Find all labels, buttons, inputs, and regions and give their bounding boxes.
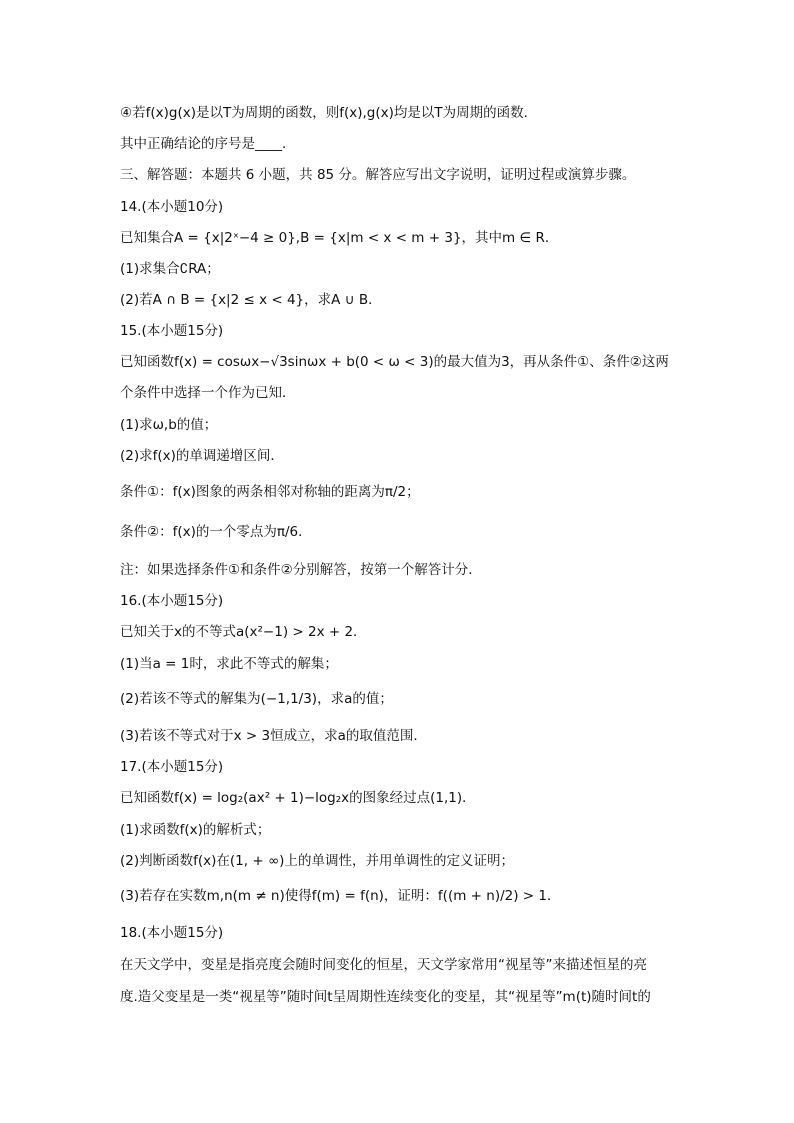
item-4-statement: ④若f(x)g(x)是以T为周期的函数，则f(x),g(x)均是以T为周期的函数． xyxy=(120,105,538,121)
problem-17-part-1: (1)求函数f(x)的解析式； xyxy=(120,822,271,838)
section-three-heading: 三、解答题：本题共 6 小题，共 85 分。解答应写出文字说明，证明过程或演算步骤。 xyxy=(120,167,636,183)
problem-14-stem: 已知集合A = {x|2ˣ−4 ≥ 0},B = {x|m < x < m + 3}，其中m ∈ R． xyxy=(120,230,559,246)
fill-blank-prompt: 其中正确结论的序号是____． xyxy=(120,136,296,152)
problem-16-part-2: (2)若该不等式的解集为(−1,1/3)，求a的值； xyxy=(120,691,393,707)
problem-17-header: 17.(本小题15分) xyxy=(120,759,224,775)
problem-15-stem-line-1: 已知函数f(x) = cosωx−√3sinωx + b(0 < ω < 3)的最大值为3，再从条件①、条件②这两 xyxy=(120,354,669,370)
problem-17-part-3: (3)若存在实数m,n(m ≠ n)使得f(m) = f(n)，证明：f((m + n)/2) > 1． xyxy=(120,888,561,904)
problem-18-stem-line-1: 在天文学中，变星是指亮度会随时间变化的恒星，天文学家常用“视星等”来描述恒星的亮 xyxy=(120,957,647,973)
problem-16-header: 16.(本小题15分) xyxy=(120,593,224,609)
problem-18-stem-line-2: 度.造父变星是一类“视星等”随时间t呈周期性连续变化的变星，其“视星等”m(t)随时间t的 xyxy=(120,989,651,1005)
problem-17-stem: 已知函数f(x) = log₂(ax² + 1)−log₂x的图象经过点(1,1)． xyxy=(120,790,476,806)
problem-15-header: 15.(本小题15分) xyxy=(120,323,224,339)
problem-16-part-1: (1)当a = 1时，求此不等式的解集； xyxy=(120,656,338,672)
problem-14-header: 14.(本小题10分) xyxy=(120,199,224,215)
problem-15-stem-line-2: 个条件中选择一个作为已知． xyxy=(120,385,296,401)
problem-15-condition-2: 条件②：f(x)的一个零点为π/6． xyxy=(120,524,312,540)
problem-16-stem: 已知关于x的不等式a(x²−1) > 2x + 2． xyxy=(120,624,367,640)
problem-16-part-3: (3)若该不等式对于x > 3恒成立，求a的取值范围． xyxy=(120,728,427,744)
problem-17-part-2: (2)判断函数f(x)在(1, + ∞)上的单调性，并用单调性的定义证明； xyxy=(120,853,514,869)
problem-15-note: 注：如果选择条件①和条件②分别解答，按第一个解答计分． xyxy=(120,562,482,578)
problem-15-part-1: (1)求ω,b的值； xyxy=(120,417,218,433)
problem-15-condition-1: 条件①：f(x)图象的两条相邻对称轴的距离为π/2； xyxy=(120,484,420,500)
problem-14-part-1: (1)求集合∁RA； xyxy=(120,261,220,277)
problem-15-part-2: (2)求f(x)的单调递增区间． xyxy=(120,448,284,464)
problem-14-part-2: (2)若A ∩ B = {x|2 ≤ x < 4}，求A ∪ B． xyxy=(120,292,382,308)
problem-18-header: 18.(本小题15分) xyxy=(120,925,224,941)
